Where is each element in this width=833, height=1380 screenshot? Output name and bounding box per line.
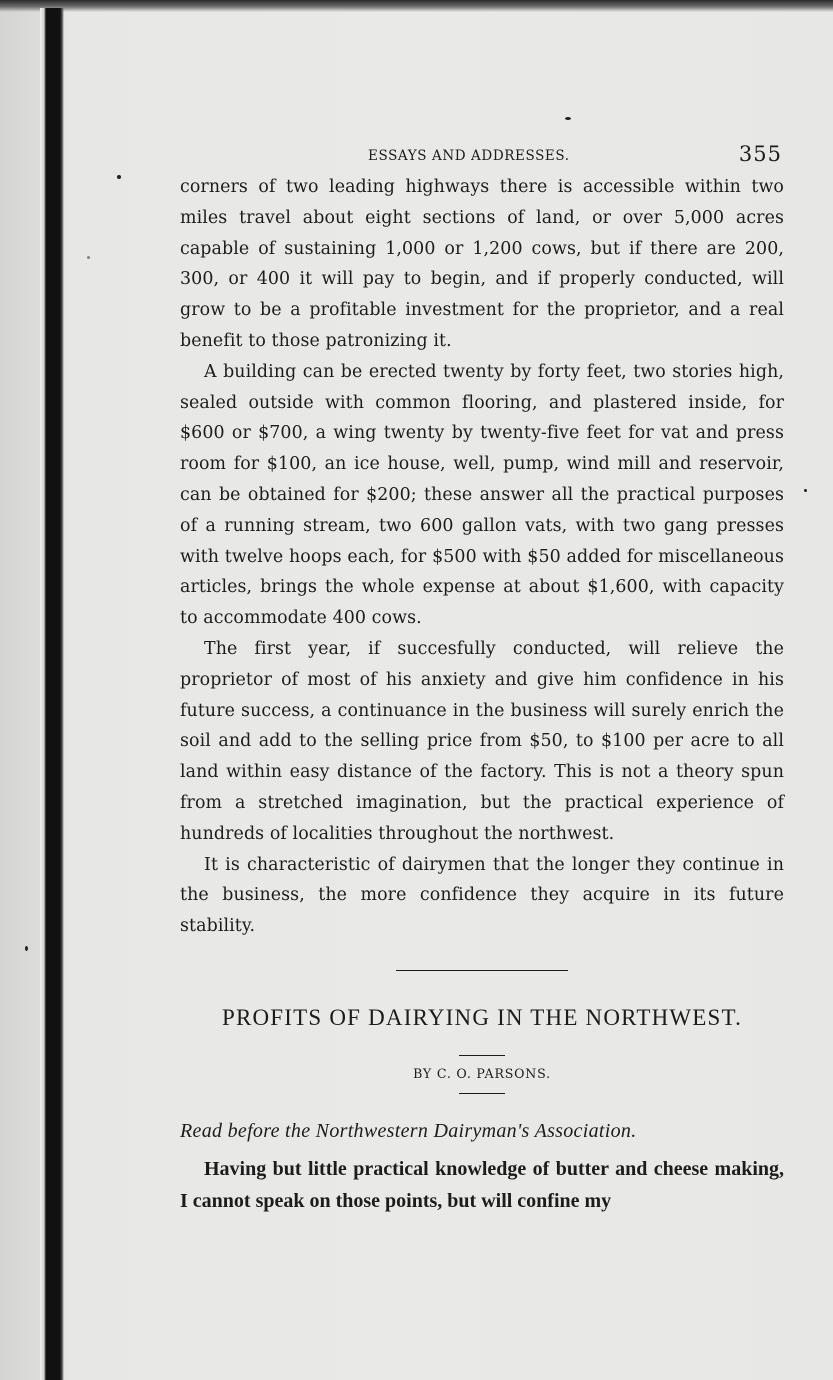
section-divider xyxy=(396,970,568,971)
page-number: 355 xyxy=(738,142,782,166)
book-spine-shadow xyxy=(40,8,64,1380)
running-head xyxy=(180,142,784,172)
paragraph: Having but little practical knowledge of butter and cheese making, I cannot speak on those points, but will confine my xyxy=(180,1157,784,1212)
body-text xyxy=(180,172,784,942)
dust-speck xyxy=(117,175,121,179)
title-rule xyxy=(459,1055,505,1056)
paragraph: The first year, if succesfully conducted, will relieve the proprietor of most of his anxiety and give him confidence in his future success, a continuance in the business will surely enrich the soil and add to the selling price from $50, to $100 per acre to all land within easy distance of the factory. This is not a theory spun from a stretched imagination, but the practical experience of hundreds of localities throughout the northwest. xyxy=(180,638,784,844)
byline-rule xyxy=(459,1093,505,1094)
article-title: PROFITS OF DAIRYING IN THE NORTHWEST. xyxy=(221,1004,743,1030)
book-page xyxy=(180,142,784,1217)
dust-speck xyxy=(804,489,807,492)
running-title: ESSAYS AND ADDRESSES. xyxy=(368,148,570,164)
paragraph: corners of two leading highways there is accessible within two miles travel about eight sections of land, or over 5,000 acres capable of sustaining 1,000 or 1,200 cows, but if there are 200, 300, or 400 it will pay to begin, and if properly conducted, will grow to be a profitable investment for the proprietor, and a real benefit to those patronizing it. xyxy=(180,177,784,351)
dust-speck xyxy=(87,256,90,259)
read-before-note: Read before the Northwestern Dairyman's Association. xyxy=(180,1119,637,1142)
paragraph: It is characteristic of dairymen that the longer they continue in the business, the more confidence they acquire in its future stability. xyxy=(180,854,784,937)
byline: BY C. O. PARSONS. xyxy=(413,1065,551,1081)
dust-speck xyxy=(25,946,28,951)
article-body xyxy=(180,1153,784,1217)
scan-top-edge xyxy=(0,0,833,12)
dust-speck xyxy=(565,117,571,120)
paragraph: A building can be erected twenty by forty feet, two stories high, sealed outside with common flooring, and plastered inside, for $600 or $700, a wing twenty by twenty-five feet for vat and press room for $100, an ice house, well, pump, wind mill and reservoir, can be obtained for $200; these answer all the practical purposes of a running stream, two 600 gallon vats, with two gang presses with twelve hoops each, for $500 with $50 added for miscellaneous articles, brings the whole expense at about $1,600, with capacity to accommodate 400 cows. xyxy=(180,361,784,629)
